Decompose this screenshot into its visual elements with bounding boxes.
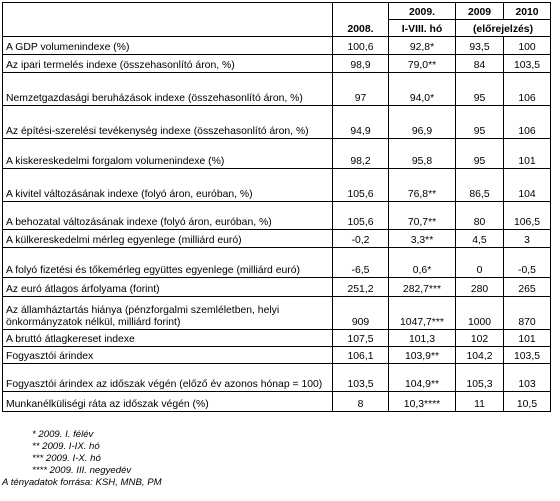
- table-row: [3, 347, 551, 364]
- value-2009-partial: 0,6*: [389, 248, 456, 278]
- value-2010-forecast: 103,5: [504, 347, 551, 364]
- value-2009-partial: 92,8*: [389, 37, 456, 55]
- value-2009-forecast: 0: [456, 248, 504, 278]
- value-2009-partial: 94,0*: [389, 73, 456, 106]
- table-row: [3, 202, 551, 230]
- value-2009-forecast: 84: [456, 55, 504, 73]
- row-label: A külkereskedelmi mérleg egyenlege (milliárd euró): [3, 230, 333, 248]
- value-2009-partial: 95,8: [389, 139, 456, 169]
- footnotes: [2, 429, 162, 489]
- table-row: [3, 37, 551, 55]
- header-2010: 2010: [504, 3, 551, 20]
- value-2009-forecast: 86,5: [456, 169, 504, 202]
- value-2008: -6,5: [333, 248, 389, 278]
- value-2010-forecast: 106: [504, 73, 551, 106]
- header-2008: 2008.: [333, 3, 389, 37]
- value-2010-forecast: 104: [504, 169, 551, 202]
- value-2009-partial: 3,3**: [389, 230, 456, 248]
- row-label: A bruttó átlagkereset indexe: [3, 330, 333, 347]
- row-label: Az építési-szerelési tevékenység indexe (összehasonlító áron, %): [3, 106, 333, 139]
- table-row: [3, 106, 551, 139]
- value-2009-forecast: 95: [456, 73, 504, 106]
- value-2008: 103,5: [333, 364, 389, 392]
- value-2009-forecast: 93,5: [456, 37, 504, 55]
- value-2010-forecast: 103,5: [504, 55, 551, 73]
- value-2010-forecast: -0,5: [504, 248, 551, 278]
- table-row: [3, 230, 551, 248]
- footnote-2: ** 2009. I-IX. hó: [32, 440, 100, 452]
- row-label: A behozatal változásának indexe (folyó áron, euróban, %): [3, 202, 333, 230]
- value-2010-forecast: 101: [504, 139, 551, 169]
- row-label: Munkanélküliségi ráta az időszak végén (%): [3, 392, 333, 412]
- value-2009-forecast: 11: [456, 392, 504, 412]
- value-2009-partial: 10,3****: [389, 392, 456, 412]
- value-2010-forecast: 101: [504, 330, 551, 347]
- row-label: Fogyasztói árindex az időszak végén (előző év azonos hónap = 100): [3, 364, 333, 392]
- value-2008: 105,6: [333, 169, 389, 202]
- value-2009-partial: 70,7**: [389, 202, 456, 230]
- value-2010-forecast: 870: [504, 297, 551, 330]
- value-2009-forecast: 80: [456, 202, 504, 230]
- value-2010-forecast: 106: [504, 106, 551, 139]
- value-2009-forecast: 95: [456, 139, 504, 169]
- header-indicator-cell: [3, 3, 333, 37]
- row-label: Az euró átlagos árfolyama (forint): [3, 278, 333, 297]
- value-2009-forecast: 1000: [456, 297, 504, 330]
- header-2009-partial-year: 2009.: [389, 3, 456, 20]
- value-2008: 107,5: [333, 330, 389, 347]
- table-row: [3, 248, 551, 278]
- row-label: A folyó fizetési és tőkemérleg együttes egyenlege (milliárd euró): [3, 248, 333, 278]
- value-2008: 98,2: [333, 139, 389, 169]
- value-2008: 98,9: [333, 55, 389, 73]
- row-label: A GDP volumenindexe (%): [3, 37, 333, 55]
- value-2009-partial: 1047,7***: [389, 297, 456, 330]
- row-label: Az államháztartás hiánya (pénzforgalmi szemléletben, helyi önkormányzatok nélkül, milliárd forint): [3, 297, 333, 330]
- table-row: [3, 330, 551, 347]
- value-2008: 97: [333, 73, 389, 106]
- row-label: Az ipari termelés indexe (összehasonlító áron, %): [3, 55, 333, 73]
- value-2009-partial: 103,9**: [389, 347, 456, 364]
- row-label: Fogyasztói árindex: [3, 347, 333, 364]
- value-2008: 909: [333, 297, 389, 330]
- value-2008: -0,2: [333, 230, 389, 248]
- value-2009-partial: 104,9**: [389, 364, 456, 392]
- table-row: [3, 55, 551, 73]
- table-row: [3, 297, 551, 330]
- value-2009-forecast: 280: [456, 278, 504, 297]
- value-2010-forecast: 106,5: [504, 202, 551, 230]
- value-2009-partial: 96,9: [389, 106, 456, 139]
- footnote-4: **** 2009. III. negyedév: [32, 464, 132, 476]
- table-body: [3, 37, 551, 412]
- row-label: A kivitel változásának indexe (folyó áron, euróban, %): [3, 169, 333, 202]
- value-2010-forecast: 3: [504, 230, 551, 248]
- table-row: [3, 392, 551, 412]
- value-2009-partial: 76,8**: [389, 169, 456, 202]
- table-row: [3, 278, 551, 297]
- value-2010-forecast: 265: [504, 278, 551, 297]
- row-label: Nemzetgazdasági beruházások indexe (összehasonlító áron, %): [3, 73, 333, 106]
- value-2008: 8: [333, 392, 389, 412]
- economic-indicators-table: [2, 2, 551, 412]
- value-2009-partial: 282,7***: [389, 278, 456, 297]
- value-2008: 100,6: [333, 37, 389, 55]
- header-row-1: [3, 3, 551, 20]
- value-2010-forecast: 100: [504, 37, 551, 55]
- value-2009-forecast: 95: [456, 106, 504, 139]
- value-2008: 94,9: [333, 106, 389, 139]
- source-note: A tényadatok forrása: KSH, MNB, PM: [2, 476, 162, 488]
- value-2010-forecast: 103: [504, 364, 551, 392]
- value-2008: 105,6: [333, 202, 389, 230]
- value-2008: 251,2: [333, 278, 389, 297]
- header-2009-period: I-VIII. hó: [389, 20, 456, 37]
- table-row: [3, 139, 551, 169]
- row-label: A kiskereskedelmi forgalom volumenindexe (%): [3, 139, 333, 169]
- value-2009-forecast: 104,2: [456, 347, 504, 364]
- header-2009: 2009: [456, 3, 504, 20]
- value-2009-forecast: 102: [456, 330, 504, 347]
- value-2008: 106,1: [333, 347, 389, 364]
- header-forecast: (előrejelzés): [456, 20, 551, 37]
- value-2009-partial: 79,0**: [389, 55, 456, 73]
- table-row: [3, 73, 551, 106]
- table-row: [3, 169, 551, 202]
- value-2009-forecast: 105,3: [456, 364, 504, 392]
- footnote-1: * 2009. I. félév: [32, 429, 94, 440]
- table-row: [3, 364, 551, 392]
- footnote-3: *** 2009. I-X. hó: [32, 452, 101, 464]
- value-2010-forecast: 10,5: [504, 392, 551, 412]
- value-2009-forecast: 4,5: [456, 230, 504, 248]
- value-2009-partial: 101,3: [389, 330, 456, 347]
